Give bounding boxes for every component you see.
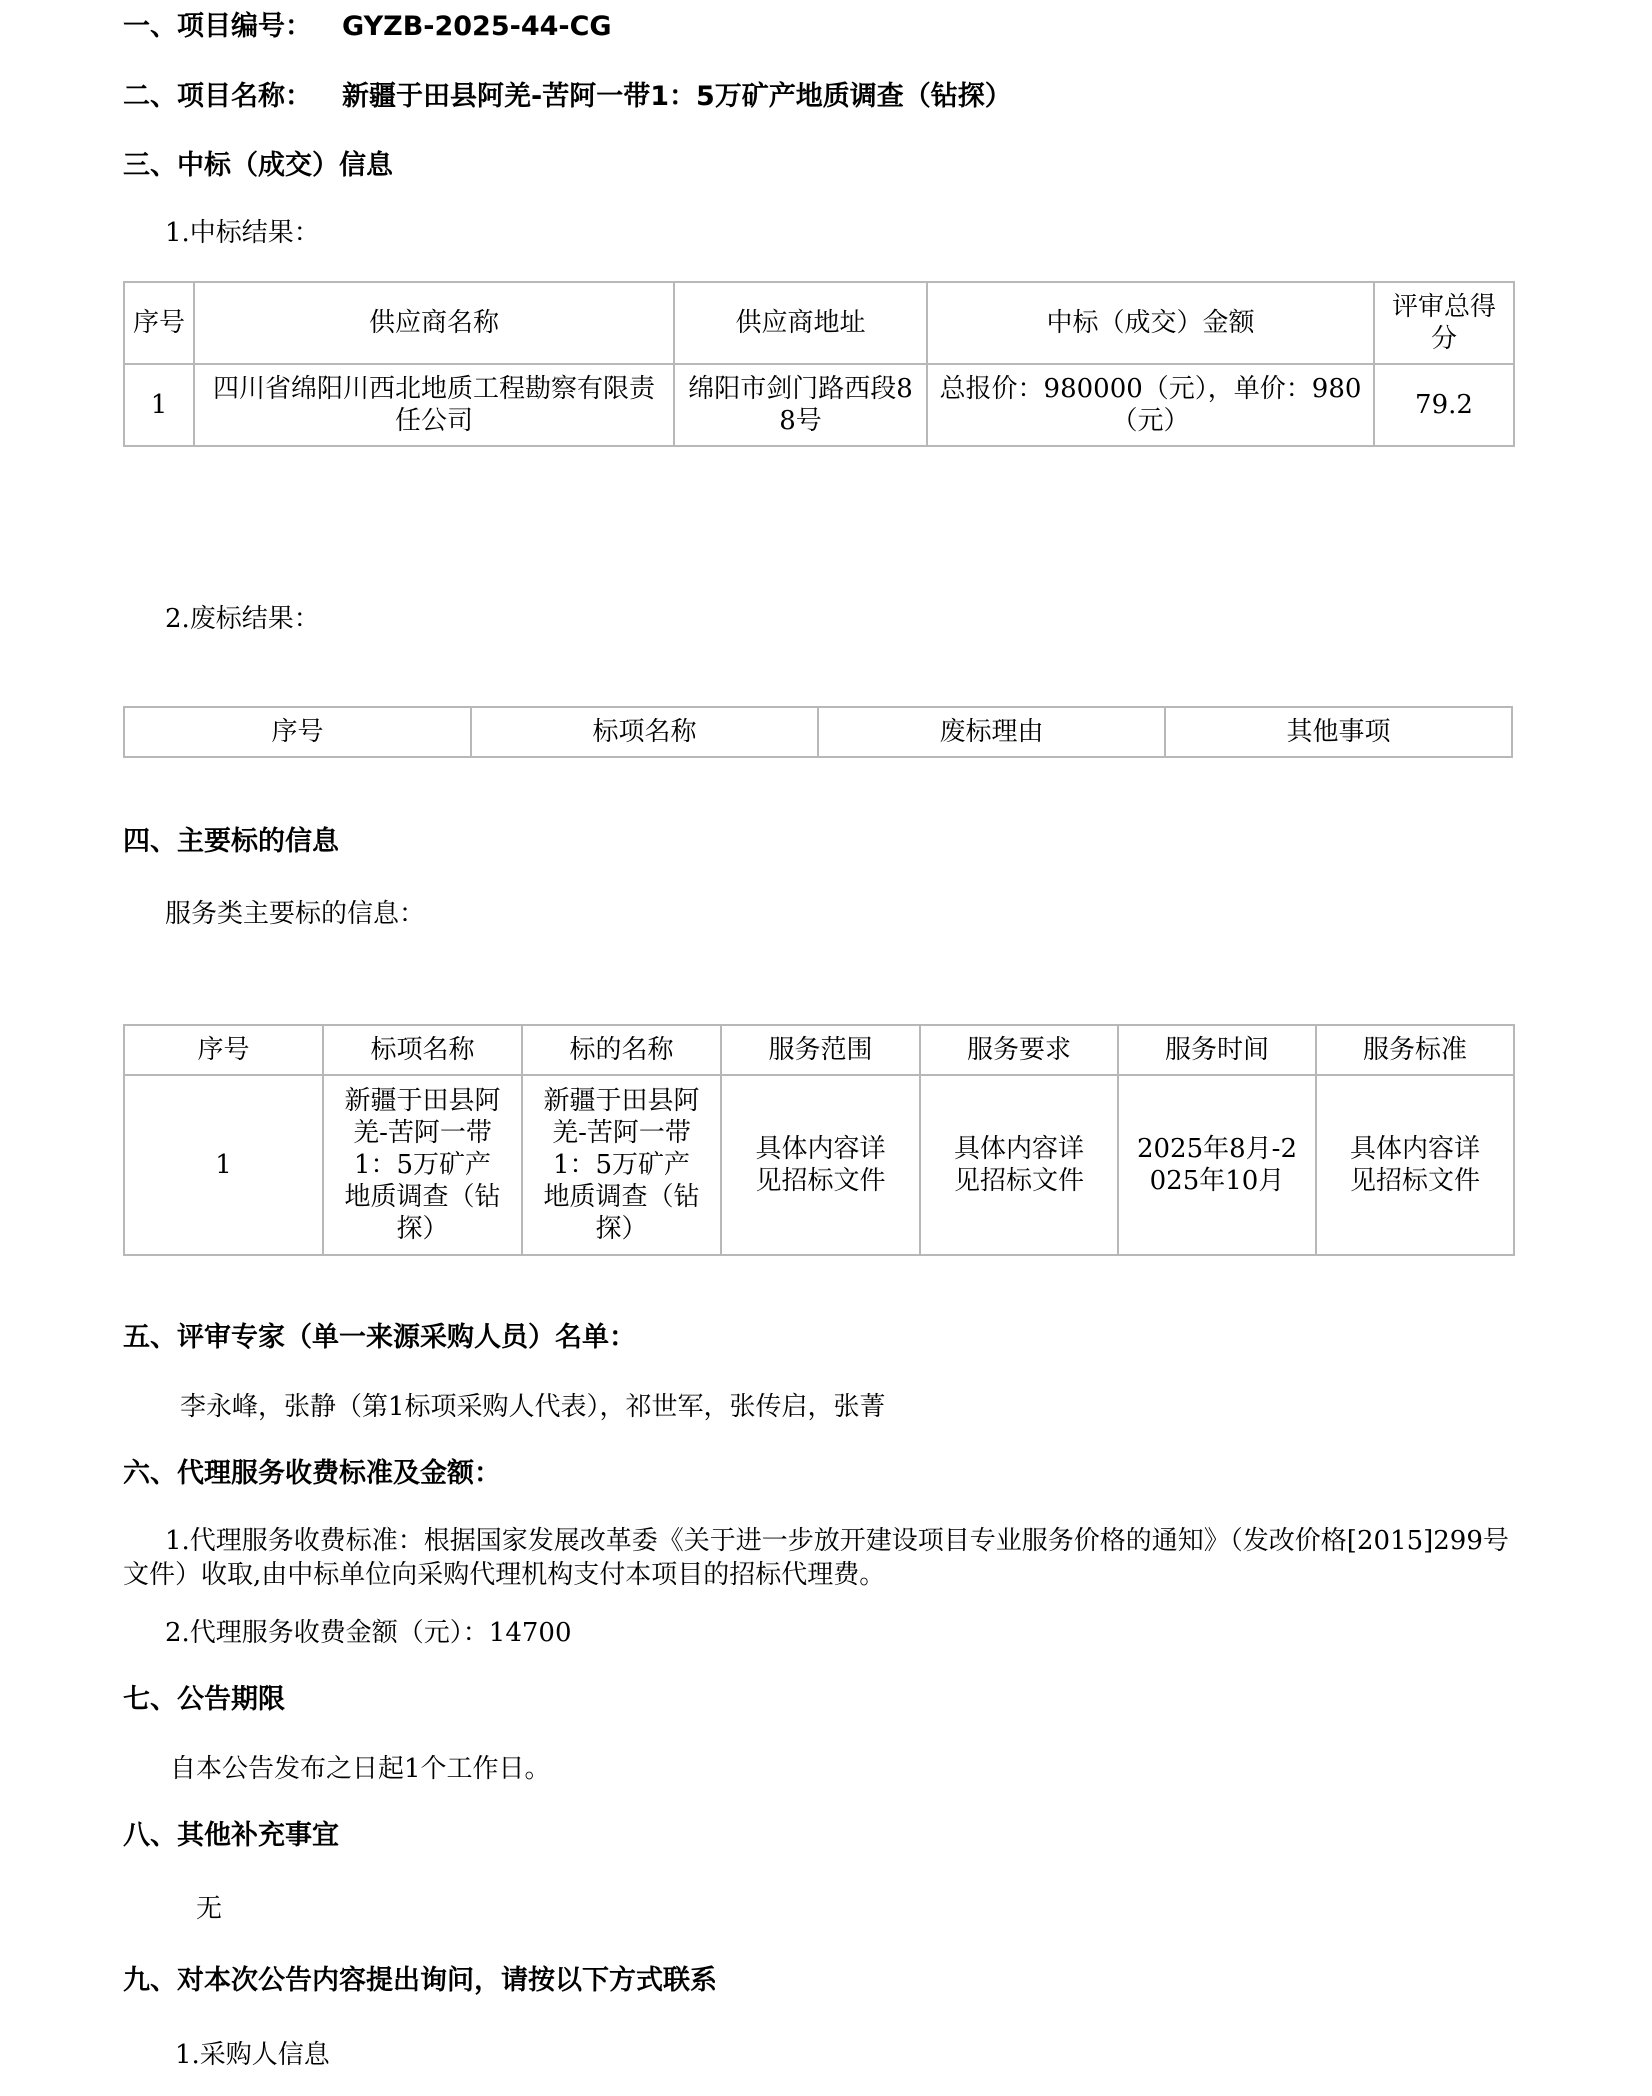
void-header-cell: 废标理由 — [818, 707, 1165, 757]
subject-table-header — [124, 1025, 1514, 1075]
award-header-cell: 供应商名称 — [194, 282, 674, 364]
table-row — [124, 1075, 1514, 1255]
notice-period-text: 自本公告发布之日起1个工作日。 — [170, 1754, 551, 1784]
subject-table — [123, 1024, 1515, 1256]
void-table — [123, 706, 1513, 758]
expert-names: 李永峰，张静（第1标项采购人代表），祁世军，张传启，张菁 — [180, 1392, 886, 1422]
void-header-cell: 序号 — [124, 707, 471, 757]
award-header-cell: 序号 — [124, 282, 194, 364]
main-subject-sub: 服务类主要标的信息： — [165, 899, 426, 929]
main-subject-heading: 四、主要标的信息 — [123, 826, 339, 857]
subject-header-cell: 标的名称 — [522, 1025, 721, 1075]
award-header-cell: 评审总得分 — [1374, 282, 1514, 364]
award-header-cell: 供应商地址 — [674, 282, 927, 364]
award-cell-supplier: 四川省绵阳川西北地质工程勘察有限责任公司 — [194, 364, 674, 446]
award-cell-amount: 总报价：980000（元），单价：980（元） — [927, 364, 1374, 446]
notice-period-heading: 七、公告期限 — [123, 1684, 285, 1715]
subject-header-cell: 序号 — [124, 1025, 323, 1075]
subject-cell-time: 2025年8月-2025年10月 — [1118, 1075, 1316, 1255]
subject-header-cell: 服务标准 — [1316, 1025, 1514, 1075]
award-table — [123, 281, 1515, 447]
award-info-heading: 三、中标（成交）信息 — [123, 150, 393, 181]
subject-cell-scope: 具体内容详见招标文件 — [721, 1075, 920, 1255]
void-result-label: 2.废标结果： — [165, 604, 320, 634]
void-table-header — [124, 707, 1512, 757]
agency-fee-standard: 1.代理服务收费标准：根据国家发展改革委《关于进一步放开建设项目专业服务价格的通知》（发改价格[2015]299号文件）收取,由中标单位向采购代理机构支付本项目的招标代理费。 — [123, 1526, 1509, 1590]
other-matters-heading: 八、其他补充事宜 — [123, 1820, 339, 1851]
subject-cell-item-name: 新疆于田县阿羌-苦阿一带1：5万矿产地质调查（钻探） — [323, 1075, 522, 1255]
agency-fee-amount: 2.代理服务收费金额（元）：14700 — [165, 1618, 572, 1648]
table-row — [124, 364, 1514, 446]
expert-list-heading: 五、评审专家（单一来源采购人员）名单： — [123, 1322, 636, 1353]
subject-header-cell: 服务要求 — [920, 1025, 1118, 1075]
subject-header-cell: 服务时间 — [1118, 1025, 1316, 1075]
purchaser-info-label: 1.采购人信息 — [175, 2040, 330, 2070]
project-name-heading — [123, 81, 1012, 113]
subject-cell-subject-name: 新疆于田县阿羌-苦阿一带1：5万矿产地质调查（钻探） — [522, 1075, 721, 1255]
project-number-label: 一、项目编号： — [123, 11, 312, 42]
award-cell-index: 1 — [124, 364, 194, 446]
award-cell-address: 绵阳市剑门路西段88号 — [674, 364, 927, 446]
award-header-cell: 中标（成交）金额 — [927, 282, 1374, 364]
project-number-value: GYZB-2025-44-CG — [342, 11, 612, 42]
contact-heading: 九、对本次公告内容提出询问，请按以下方式联系 — [123, 1965, 717, 1996]
award-table-header — [124, 282, 1514, 364]
subject-cell-standard: 具体内容详见招标文件 — [1316, 1075, 1514, 1255]
void-header-cell: 标项名称 — [471, 707, 818, 757]
other-matters-text: 无 — [196, 1894, 223, 1924]
subject-cell-requirement: 具体内容详见招标文件 — [920, 1075, 1118, 1255]
award-result-label: 1.中标结果： — [165, 218, 320, 248]
project-name-label: 二、项目名称： — [123, 81, 312, 112]
subject-header-cell: 标项名称 — [323, 1025, 522, 1075]
agency-fee-heading: 六、代理服务收费标准及金额： — [123, 1458, 501, 1489]
award-cell-score: 79.2 — [1374, 364, 1514, 446]
subject-header-cell: 服务范围 — [721, 1025, 920, 1075]
project-name-value: 新疆于田县阿羌-苦阿一带1：5万矿产地质调查（钻探） — [342, 81, 1012, 112]
project-number-heading — [123, 11, 612, 43]
void-header-cell: 其他事项 — [1165, 707, 1512, 757]
subject-cell-index: 1 — [124, 1075, 323, 1255]
